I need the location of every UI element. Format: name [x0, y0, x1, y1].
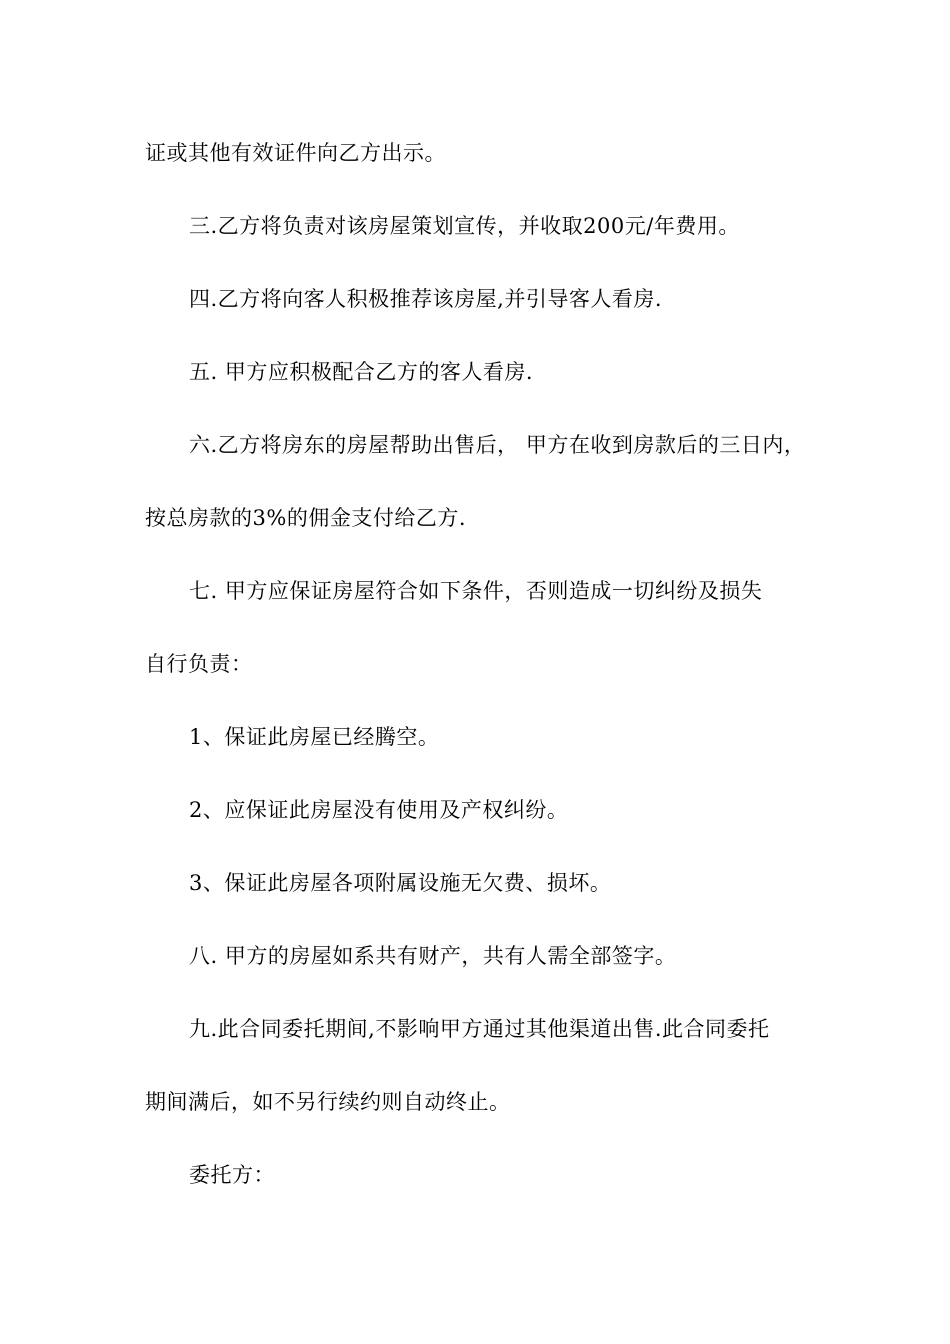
clause-4: 四.乙方将向客人积极推荐该房屋,并引导客人看房. — [189, 287, 663, 311]
clause-7: 七. 甲方应保证房屋符合如下条件，否则造成一切纠纷及损失 — [189, 579, 763, 603]
condition-3: 3、保证此房屋各项附属设施无欠费、损坏。 — [189, 871, 612, 895]
clause-5: 五. 甲方应积极配合乙方的客人看房. — [189, 360, 534, 384]
document-body — [145, 126, 815, 1221]
condition-1: 1、保证此房屋已经腾空。 — [189, 725, 440, 749]
clause-9-continuation: 期间满后，如不另行续约则自动终止。 — [145, 1090, 511, 1114]
clause-7-continuation: 自行负责： — [145, 652, 253, 676]
condition-2: 2、应保证此房屋没有使用及产权纠纷。 — [189, 798, 569, 822]
principal-signature-label: 委托方： — [189, 1163, 275, 1187]
clause-6: 六.乙方将房东的房屋帮助出售后， 甲方在收到房款后的三日内， — [189, 433, 806, 457]
text-line-continuation: 证或其他有效证件向乙方出示。 — [145, 141, 446, 165]
clause-6-continuation: 按总房款的3%的佣金支付给乙方. — [145, 506, 466, 530]
clause-9: 九.此合同委托期间,不影响甲方通过其他渠道出售.此合同委托 — [189, 1017, 770, 1041]
clause-3: 三.乙方将负责对该房屋策划宣传，并收取200元/年费用。 — [189, 214, 740, 238]
clause-8: 八. 甲方的房屋如系共有财产，共有人需全部签字。 — [189, 944, 677, 968]
